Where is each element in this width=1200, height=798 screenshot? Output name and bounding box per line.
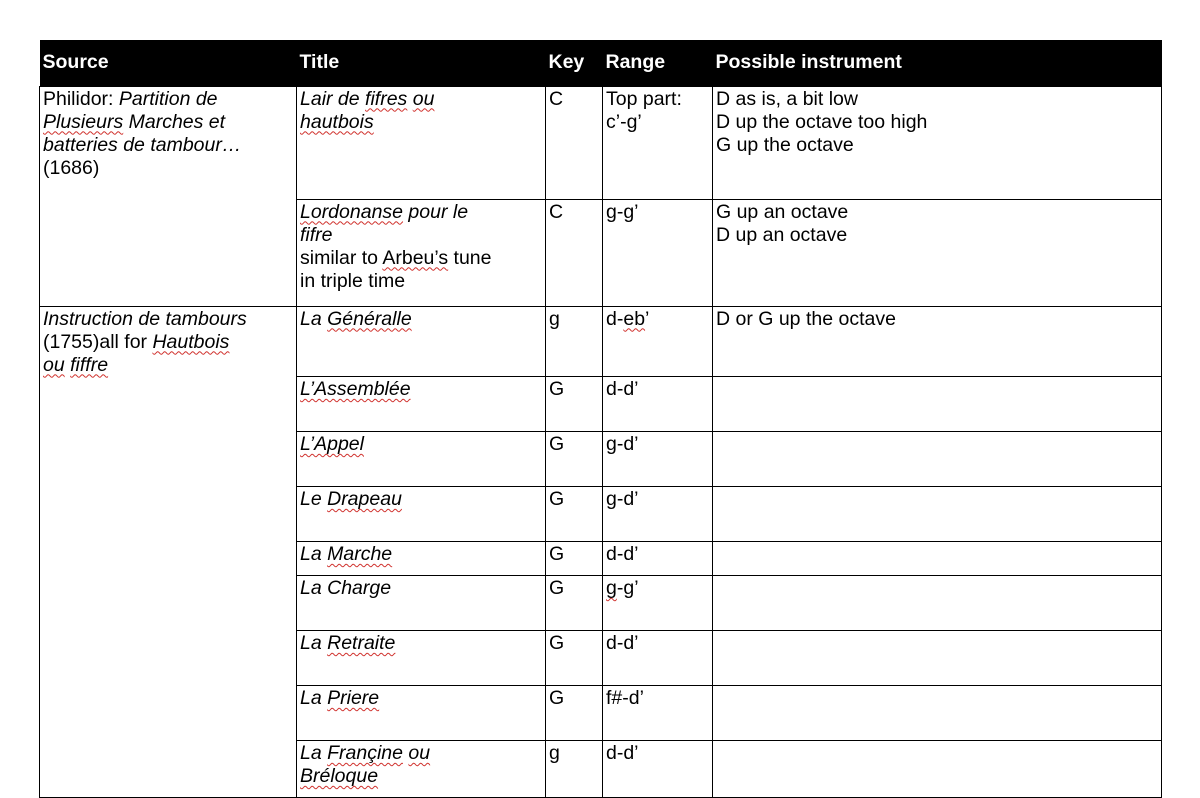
cell-source	[40, 542, 297, 576]
title-note: Arbeu’s	[382, 246, 449, 269]
source-work-title: ou	[43, 353, 65, 376]
cell-title	[297, 306, 546, 377]
table-row	[40, 542, 1162, 576]
header-source: Source	[40, 40, 297, 86]
cell-range: d-d’	[603, 542, 713, 576]
cell-range: d-d’	[603, 741, 713, 798]
title-note: in triple time	[300, 269, 406, 292]
source-work-title: Plusieurs	[43, 110, 124, 133]
cell-range	[603, 576, 713, 631]
cell-key: G	[546, 432, 603, 487]
title-text: Drapeau	[327, 488, 402, 510]
title-text: pour le	[403, 200, 469, 223]
cell-range: f#-d’	[603, 686, 713, 741]
cell-source	[40, 487, 297, 542]
cell-title	[297, 487, 546, 542]
cell-instrument: D or G up the octave	[713, 306, 1162, 377]
cell-instrument	[713, 432, 1162, 487]
cell-key: G	[546, 686, 603, 741]
title-text: La	[300, 742, 328, 764]
table-row	[40, 377, 1162, 432]
cell-source	[40, 86, 297, 199]
cell-source	[40, 199, 297, 306]
title-text: La	[300, 543, 328, 565]
title-text: Généralle	[327, 307, 412, 330]
source-work-title: Partition de	[118, 87, 218, 110]
title-note: similar to	[300, 246, 383, 269]
title-text: La Charge	[300, 577, 392, 599]
source-work-title: Marches et	[123, 110, 226, 133]
instrument-text: D up the octave too high	[716, 110, 928, 133]
cell-range: d-d’	[603, 377, 713, 432]
cell-source	[40, 576, 297, 631]
source-year: (1686)	[43, 156, 100, 179]
title-text: Marche	[327, 543, 393, 565]
header-title: Title	[297, 40, 546, 86]
cell-source	[40, 377, 297, 432]
source-work-title: fiffre	[70, 353, 109, 376]
cell-range: g-g’	[603, 199, 713, 306]
range-text: Top part:	[606, 87, 682, 110]
cell-range: d-d’	[603, 631, 713, 686]
instrument-text: G up an octave	[716, 200, 849, 223]
cell-range	[603, 86, 713, 199]
cell-instrument	[713, 199, 1162, 306]
table-row	[40, 686, 1162, 741]
cell-key: C	[546, 86, 603, 199]
title-text: L’Assemblée	[300, 378, 411, 400]
cell-title	[297, 199, 546, 306]
header-instrument: Possible instrument	[713, 40, 1162, 86]
table-row	[40, 86, 1162, 199]
cell-source	[40, 686, 297, 741]
cell-instrument	[713, 631, 1162, 686]
cell-title	[297, 432, 546, 487]
instrument-text: D as is, a bit low	[716, 87, 858, 110]
cell-title	[297, 686, 546, 741]
title-text: Françine	[327, 742, 403, 764]
cell-key: g	[546, 741, 603, 798]
title-text: La	[300, 307, 328, 330]
source-work-title: Instruction de tambours	[43, 307, 247, 330]
range-text: g	[606, 577, 617, 599]
table-row	[40, 487, 1162, 542]
cell-key: C	[546, 199, 603, 306]
table-row	[40, 199, 1162, 306]
instrument-text: G up the octave	[716, 133, 854, 156]
source-year: (1755)all for	[43, 330, 153, 353]
cell-key: G	[546, 576, 603, 631]
title-text: Le	[300, 488, 328, 510]
title-text: Bréloque	[300, 765, 379, 787]
range-text: ’	[645, 307, 650, 330]
cell-title	[297, 542, 546, 576]
title-text: Lair de	[300, 87, 366, 110]
table-row	[40, 741, 1162, 798]
header-range: Range	[603, 40, 713, 86]
title-text: fifre	[300, 223, 333, 246]
table-row	[40, 306, 1162, 377]
range-text: -g’	[616, 577, 639, 599]
range-text: c’-g’	[606, 110, 642, 133]
cell-source	[40, 631, 297, 686]
cell-source	[40, 741, 297, 798]
table-row	[40, 576, 1162, 631]
cell-key: G	[546, 377, 603, 432]
cell-key: G	[546, 542, 603, 576]
title-text: ou	[412, 87, 435, 110]
source-work-title: batteries de tambour…	[43, 133, 242, 156]
cell-key: g	[546, 306, 603, 377]
instrument-text: D up an octave	[716, 223, 848, 246]
cell-source	[40, 432, 297, 487]
title-text: La	[300, 687, 328, 709]
cell-instrument	[713, 686, 1162, 741]
title-text: Priere	[327, 687, 380, 709]
table-row	[40, 432, 1162, 487]
cell-key: G	[546, 631, 603, 686]
music-sources-table	[39, 40, 1162, 798]
cell-title	[297, 741, 546, 798]
cell-instrument	[713, 741, 1162, 798]
table-row	[40, 631, 1162, 686]
cell-instrument	[713, 542, 1162, 576]
cell-range: g-d’	[603, 432, 713, 487]
title-text: hautbois	[300, 110, 374, 133]
title-text: Lordonanse	[300, 200, 404, 223]
range-text: d-	[606, 307, 624, 330]
title-note: tune	[448, 246, 492, 269]
source-work-title: Hautbois	[152, 330, 230, 353]
cell-instrument	[713, 86, 1162, 199]
title-text: L’Appel	[300, 433, 364, 455]
header-key: Key	[546, 40, 603, 86]
source-author: Philidor:	[43, 87, 119, 110]
range-text: eb	[623, 307, 646, 330]
cell-title	[297, 631, 546, 686]
cell-title	[297, 576, 546, 631]
cell-title	[297, 86, 546, 199]
cell-range	[603, 306, 713, 377]
title-text: La	[300, 632, 328, 654]
cell-title	[297, 377, 546, 432]
cell-key: G	[546, 487, 603, 542]
title-text: Retraite	[327, 632, 396, 654]
title-text: fifres	[365, 87, 408, 110]
cell-instrument	[713, 576, 1162, 631]
cell-source	[40, 306, 297, 377]
cell-range: g-d’	[603, 487, 713, 542]
cell-instrument	[713, 377, 1162, 432]
cell-instrument	[713, 487, 1162, 542]
title-text: ou	[408, 742, 431, 764]
header-row	[40, 40, 1162, 86]
